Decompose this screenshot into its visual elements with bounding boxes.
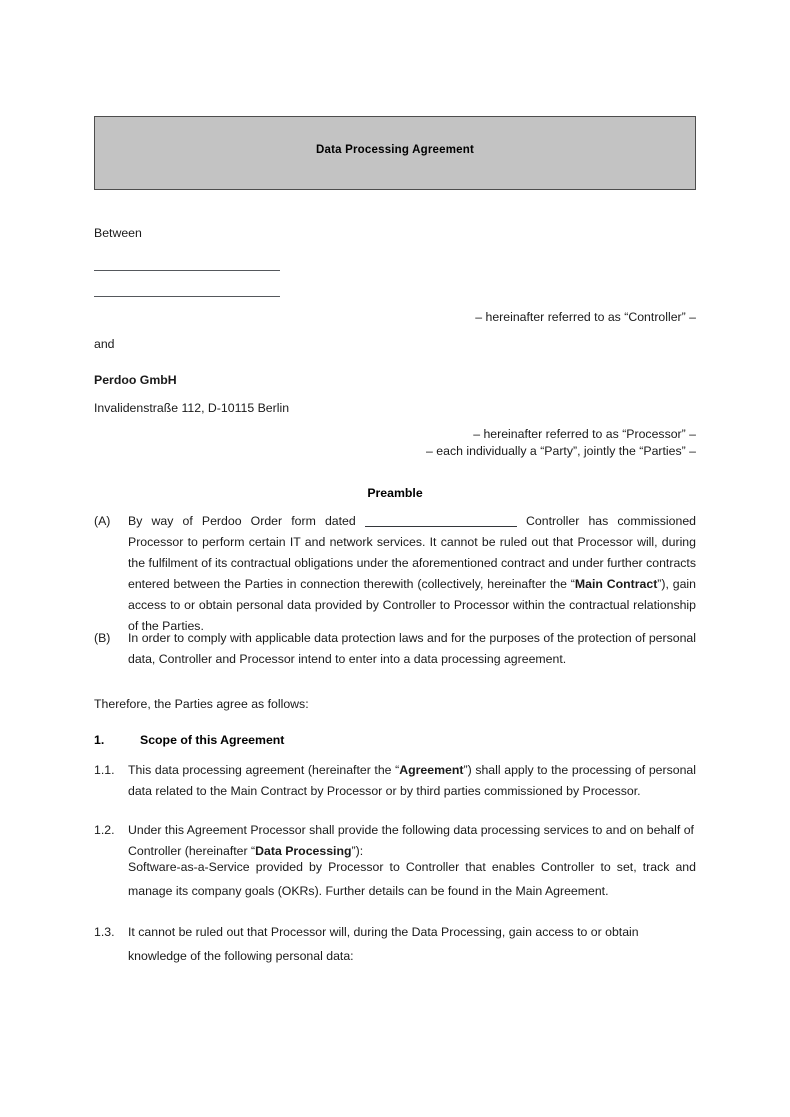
clause-1-3-body: It cannot be ruled out that Processor will, during the Data Processing, gain access to or obtain knowledge of the following personal data: [128, 925, 639, 963]
party-note-text: – each individually a “Party”, jointly the “Parties” – [426, 444, 696, 458]
party-designation-note [426, 444, 696, 458]
controller-name-blank-line-2 [94, 296, 280, 297]
clause-1-2-detail [94, 855, 696, 903]
clause-1-1-part1: This data processing agreement (hereinafter the “ [128, 763, 400, 777]
data-processing-term: Data Processing [255, 844, 352, 858]
controller-name-blank-line-1 [94, 270, 280, 271]
clause-1-1 [94, 760, 696, 802]
controller-note-text: – hereinafter referred to as “Controller” – [475, 310, 696, 324]
page-title: Data Processing Agreement [316, 144, 474, 156]
processor-address: Invalidenstraße 112, D-10115 Berlin [94, 401, 290, 415]
clause-1-2-part1: Under this Agreement Processor shall provide the following data processing services to and on behalf of Controller (hereinafter “ [128, 823, 694, 858]
preamble-a-text-after-blank: Controller has commissioned Processor to perform certain IT and network services. It cannot be ruled out that Processor will, during the fulfilment of its contractual obligations under the aforementioned contract and under further contracts entered between the Parties in connection therewith (collectively, hereinafter the “ [128, 514, 696, 591]
processor-note-text: – hereinafter referred to as “Processor” – [473, 427, 696, 441]
clause-1-2-number: 1.2. [94, 823, 115, 837]
preamble-item-b-marker: (B) [94, 631, 111, 645]
clause-1-3-number: 1.3. [94, 925, 115, 939]
clause-1-1-part2: ”) shall apply to the processing of personal data related to the Main Contract by Processor or by third parties commissioned by Processor. [128, 763, 696, 798]
preamble-item-b-body: In order to comply with applicable data protection laws and for the purposes of the protection of personal data, Controller and Processor intend to enter into a data processing agreement. [128, 631, 696, 666]
preamble-item-b [94, 628, 696, 670]
preamble-item-a [94, 511, 696, 637]
preamble-item-a-marker: (A) [94, 514, 111, 528]
preamble-heading: Preamble [367, 486, 423, 500]
order-form-date-blank[interactable] [365, 526, 517, 527]
clause-1-2-part3: Software-as-a-Service provided by Processor to Controller that enables Controller to set, track and manage its company goals (OKRs). Further details can be found in the Main Agreement. [128, 860, 696, 898]
agreement-term: Agreement [399, 763, 464, 777]
section-1-heading [94, 733, 696, 747]
therefore-line: Therefore, the Parties agree as follows: [94, 697, 309, 711]
between-label: Between [94, 226, 142, 240]
preamble-a-text-before-blank: By way of Perdoo Order form dated [128, 514, 365, 528]
preamble-a-text-tail: ”), gain access to or obtain personal data provided by Controller to Processor within the contractual relationship of the Parties. [128, 577, 696, 633]
main-contract-term: Main Contract [574, 577, 658, 591]
clause-1-1-number: 1.1. [94, 763, 115, 777]
controller-designation-note [475, 310, 696, 324]
clause-1-2-part2: ”): [351, 844, 364, 858]
processor-designation-note [473, 427, 696, 441]
clause-1-1-body [128, 760, 696, 802]
document-title-banner [94, 116, 696, 190]
preamble-item-a-body [128, 511, 696, 637]
section-1-number: 1. [94, 733, 105, 747]
clause-1-3 [94, 920, 696, 968]
section-1-title: Scope of this Agreement [140, 733, 285, 747]
and-label: and [94, 337, 115, 351]
processor-name: Perdoo GmbH [94, 373, 177, 387]
